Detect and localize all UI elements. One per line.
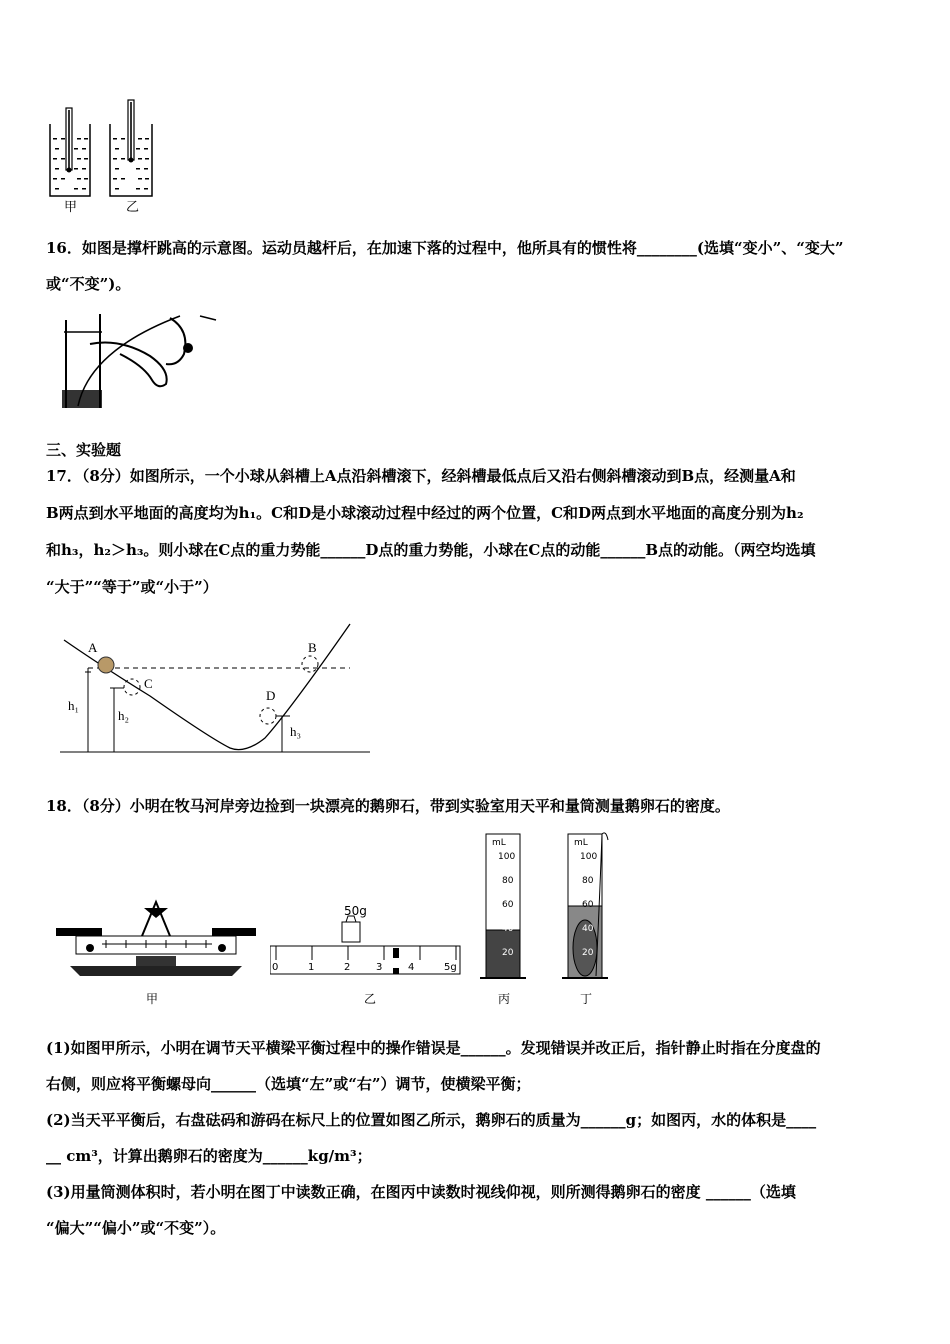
caption-ding: 丁	[580, 992, 593, 1006]
cylinder-d-mark-80: 80	[582, 876, 594, 886]
cylinder-d-mark-60: 60	[582, 900, 594, 910]
track-label-c: C	[144, 676, 153, 691]
track-label-d: D	[266, 688, 276, 703]
pole-vault-figure	[60, 310, 220, 410]
cylinder-d-mark-40: 40	[582, 924, 594, 934]
track-label-h2: h₂	[118, 708, 130, 723]
q18-p1-line2: 右侧，则应将平衡螺母向______（选填“左”或“右”）调节，使横梁平衡；	[46, 1075, 531, 1093]
q16-line1: 16．如图是撑杆跳高的示意图。运动员越杆后，在加速下落的过程中，他所具有的惯性将________(选填“变小”、“变大”	[46, 239, 844, 257]
track-label-h1: h₁	[68, 698, 80, 713]
section3-heading: 三、实验题	[46, 441, 122, 459]
track-figure	[60, 620, 380, 760]
ruler-tick-0: 0	[272, 962, 279, 973]
q18-p3-line2: “偏大”“偏小”或“不变”）。	[46, 1219, 226, 1237]
cylinder-d-figure	[562, 830, 612, 982]
rider-scale-figure	[270, 904, 466, 982]
weight-label: 50g	[344, 904, 367, 918]
cylinder-c-mark-40: 40	[502, 924, 514, 934]
q18-p3-line1: (3)用量筒测体积时，若小明在图丁中读数正确，在图丙中读数时视线仰视，则所测得鹅卵石的密度 ______（选填	[46, 1183, 796, 1201]
q18-p1-line1: (1)如图甲所示，小明在调节天平横梁平衡过程中的操作错误是______。发现错误并改正后，指针静止时指在分度盘的	[46, 1039, 821, 1057]
cylinder-d-mark-100: 100	[580, 852, 598, 862]
ruler-tick-1: 1	[308, 962, 315, 973]
beaker-jia	[50, 108, 90, 196]
q16-line2: 或“不变”)。	[46, 275, 131, 293]
q18-line1: 18．（8分）小明在牧马河岸旁边捡到一块漂亮的鹅卵石，带到实验室用天平和量筒测量鹅卵石的密度。	[46, 797, 730, 815]
q18-p2-line2: __ cm³，计算出鹅卵石的密度为______kg/m³；	[46, 1147, 372, 1165]
beaker-label-jia: 甲	[64, 200, 78, 215]
track-label-b: B	[308, 640, 317, 655]
track-label-a: A	[88, 640, 98, 655]
q17-line4: “大于”“等于”或“小于”）	[46, 578, 218, 596]
ruler-tick-3: 3	[376, 962, 383, 973]
cylinder-c-mark-80: 80	[502, 876, 514, 886]
cylinder-c-mark-20: 20	[502, 948, 514, 958]
caption-yi: 乙	[364, 992, 377, 1006]
balance-figure	[56, 890, 256, 980]
q17-line2: B两点到水平地面的高度均为h₁。C和D是小球滚动过程中经过的两个位置，C和D两点到水平地面的高度分别为h₂	[46, 504, 804, 522]
cylinder-c-mark-100: 100	[498, 852, 516, 862]
cylinder-d-unit: mL	[574, 838, 588, 848]
beakers-figure	[44, 98, 164, 214]
cylinder-d-mark-20: 20	[582, 948, 594, 958]
beaker-yi	[110, 100, 152, 196]
cylinder-c-unit: mL	[492, 838, 506, 848]
beaker-label-yi: 乙	[126, 200, 140, 215]
caption-jia: 甲	[146, 992, 159, 1006]
cylinder-c-mark-60: 60	[502, 900, 514, 910]
ruler-tick-5g: 5g	[444, 962, 457, 973]
caption-bing: 丙	[498, 992, 511, 1006]
q17-line3: 和h₃，h₂＞h₃。则小球在C点的重力势能______D点的重力势能，小球在C点的动能______B点的动能。（两空均选填	[46, 541, 816, 559]
ruler-tick-2: 2	[344, 962, 351, 973]
q17-line1: 17．（8分）如图所示，一个小球从斜槽上A点沿斜槽滚下，经斜槽最低点后又沿右侧斜槽滚动到B点，经测量A和	[46, 467, 796, 485]
ruler-tick-4: 4	[408, 962, 415, 973]
track-label-h3: h₃	[290, 724, 302, 739]
cylinder-c-figure	[480, 830, 530, 982]
q18-p2-line1: (2)当天平平衡后，右盘砝码和游码在标尺上的位置如图乙所示，鹅卵石的质量为______g；如图丙，水的体积是____	[46, 1111, 817, 1129]
